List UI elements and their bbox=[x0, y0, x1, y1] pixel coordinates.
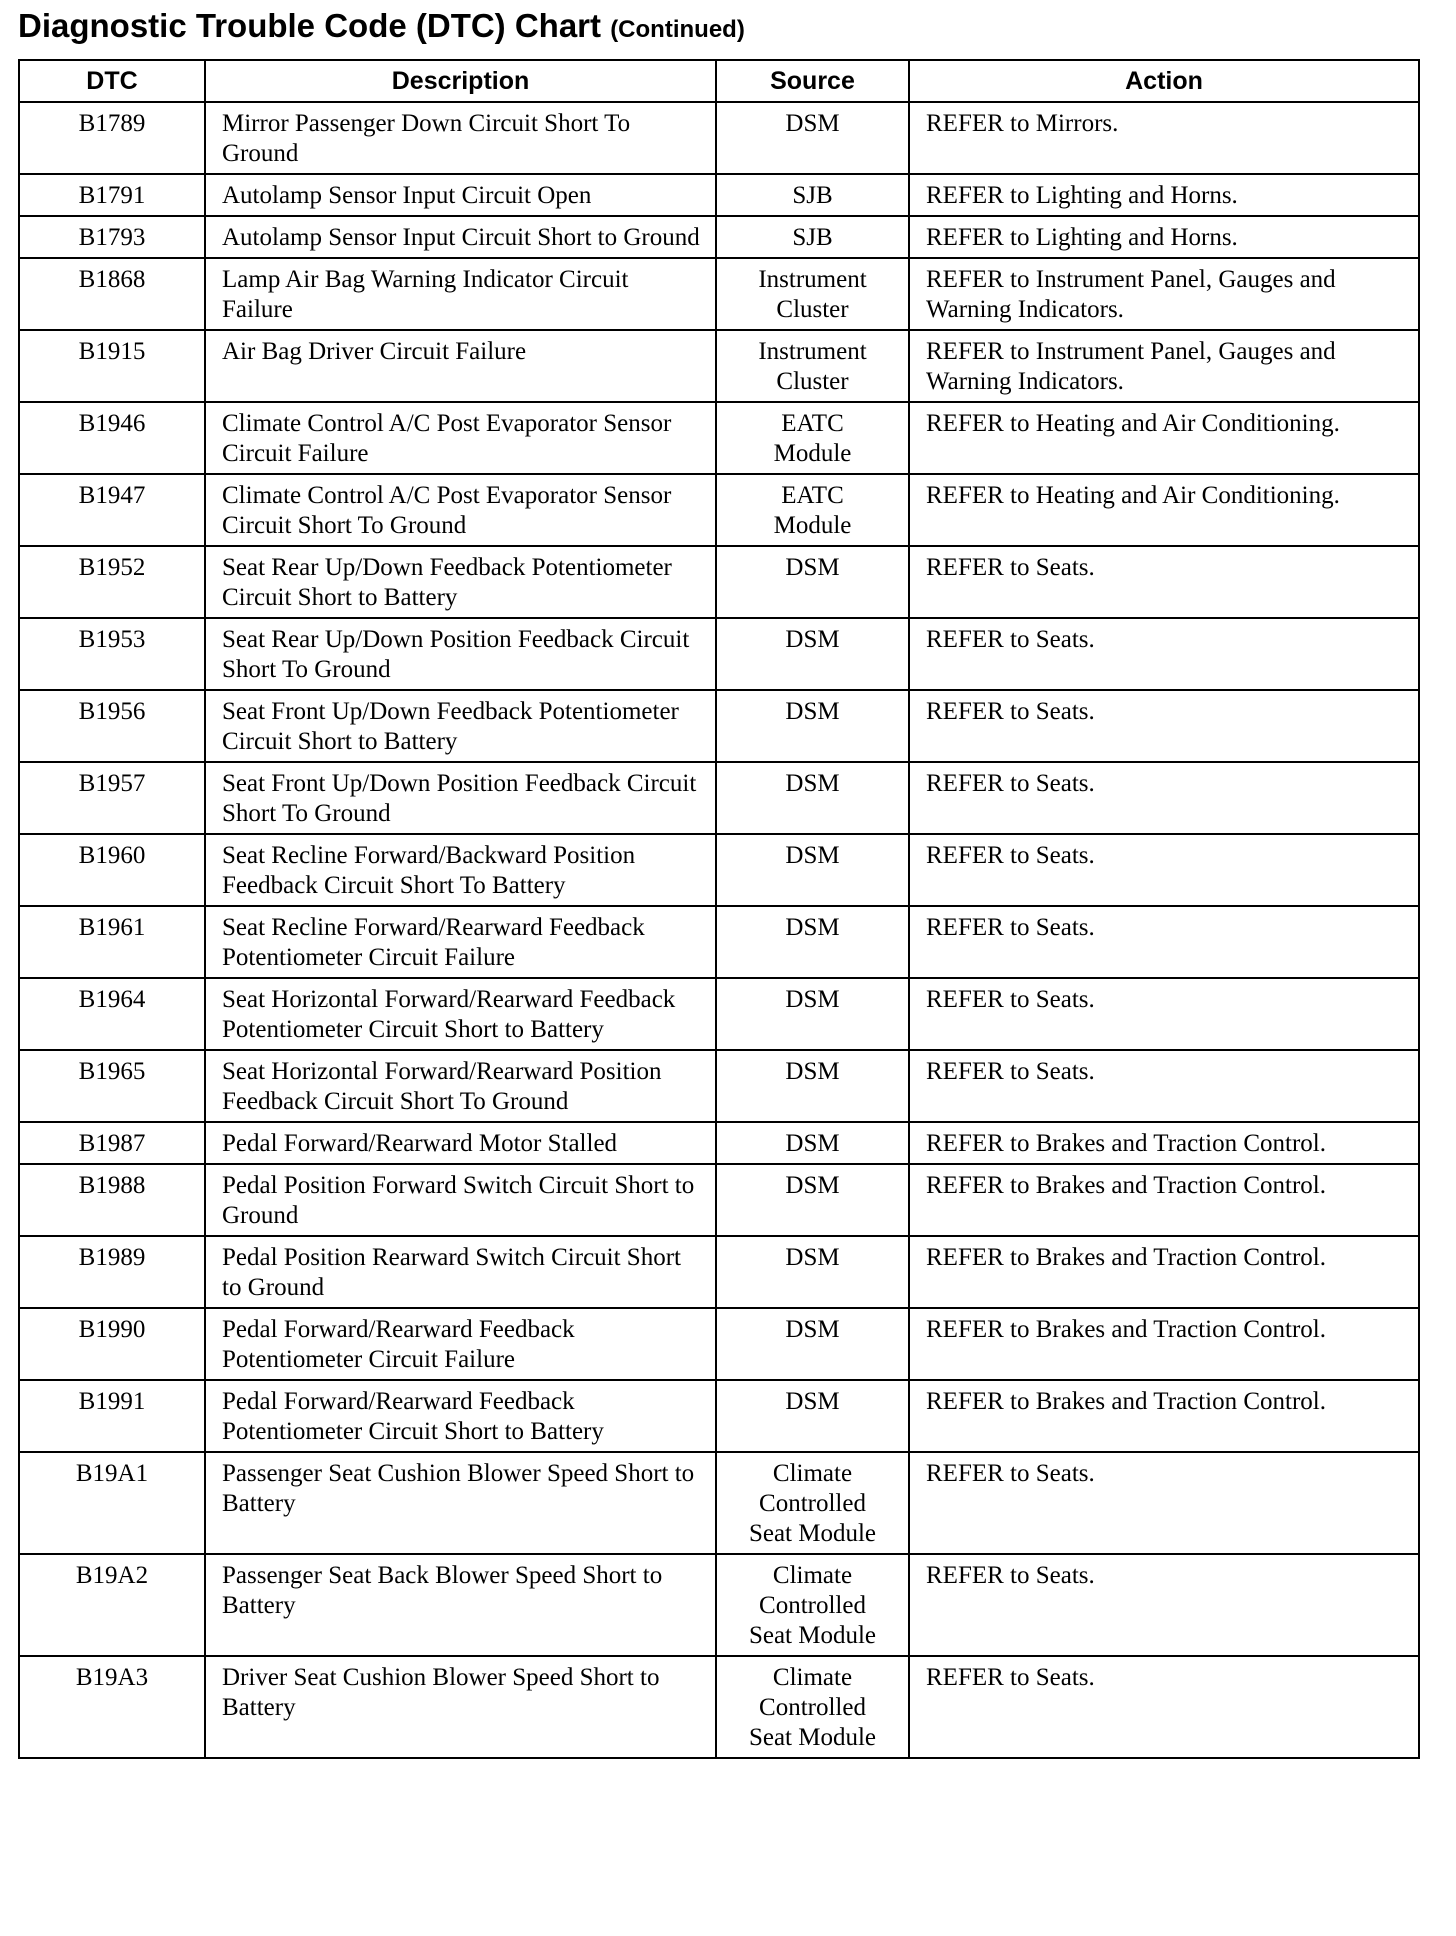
description-cell: Pedal Forward/Rearward Motor Stalled bbox=[205, 1122, 716, 1164]
source-cell: DSM bbox=[716, 1122, 909, 1164]
table-row bbox=[19, 474, 1419, 546]
table-row bbox=[19, 546, 1419, 618]
action-cell: REFER to Seats. bbox=[909, 978, 1419, 1050]
source-cell: DSM bbox=[716, 1164, 909, 1236]
table-row bbox=[19, 906, 1419, 978]
table-row bbox=[19, 1656, 1419, 1758]
table-row bbox=[19, 690, 1419, 762]
description-cell: Seat Horizontal Forward/Rearward Feedback Potentiometer Circuit Short to Battery bbox=[205, 978, 716, 1050]
table-header-row bbox=[19, 60, 1419, 102]
dtc-cell: B1953 bbox=[19, 618, 205, 690]
table-body bbox=[19, 102, 1419, 1758]
source-cell: EATC Module bbox=[716, 402, 909, 474]
table-row bbox=[19, 102, 1419, 174]
action-cell: REFER to Seats. bbox=[909, 1656, 1419, 1758]
dtc-cell: B1793 bbox=[19, 216, 205, 258]
description-cell: Seat Horizontal Forward/Rearward Position Feedback Circuit Short To Ground bbox=[205, 1050, 716, 1122]
table-row bbox=[19, 258, 1419, 330]
table-row bbox=[19, 1122, 1419, 1164]
table-row bbox=[19, 1554, 1419, 1656]
description-cell: Passenger Seat Back Blower Speed Short to Battery bbox=[205, 1554, 716, 1656]
description-cell: Driver Seat Cushion Blower Speed Short to Battery bbox=[205, 1656, 716, 1758]
action-cell: REFER to Seats. bbox=[909, 1050, 1419, 1122]
source-cell: Instrument Cluster bbox=[716, 258, 909, 330]
dtc-cell: B1947 bbox=[19, 474, 205, 546]
action-cell: REFER to Seats. bbox=[909, 762, 1419, 834]
description-cell: Passenger Seat Cushion Blower Speed Short to Battery bbox=[205, 1452, 716, 1554]
action-cell: REFER to Mirrors. bbox=[909, 102, 1419, 174]
action-cell: REFER to Heating and Air Conditioning. bbox=[909, 474, 1419, 546]
dtc-cell: B1988 bbox=[19, 1164, 205, 1236]
dtc-cell: B1915 bbox=[19, 330, 205, 402]
table-row bbox=[19, 978, 1419, 1050]
table-row bbox=[19, 1380, 1419, 1452]
description-cell: Mirror Passenger Down Circuit Short To Ground bbox=[205, 102, 716, 174]
source-cell: DSM bbox=[716, 546, 909, 618]
description-cell: Climate Control A/C Post Evaporator Sensor Circuit Short To Ground bbox=[205, 474, 716, 546]
header-source: Source bbox=[716, 60, 909, 102]
description-cell: Seat Rear Up/Down Position Feedback Circuit Short To Ground bbox=[205, 618, 716, 690]
table-row bbox=[19, 1308, 1419, 1380]
action-cell: REFER to Brakes and Traction Control. bbox=[909, 1380, 1419, 1452]
dtc-cell: B19A3 bbox=[19, 1656, 205, 1758]
description-cell: Seat Rear Up/Down Feedback Potentiometer Circuit Short to Battery bbox=[205, 546, 716, 618]
page-title bbox=[18, 6, 1418, 50]
action-cell: REFER to Lighting and Horns. bbox=[909, 174, 1419, 216]
dtc-cell: B1956 bbox=[19, 690, 205, 762]
table-row bbox=[19, 402, 1419, 474]
header-dtc: DTC bbox=[19, 60, 205, 102]
action-cell: REFER to Seats. bbox=[909, 1452, 1419, 1554]
source-cell: DSM bbox=[716, 1380, 909, 1452]
source-cell: DSM bbox=[716, 1236, 909, 1308]
action-cell: REFER to Instrument Panel, Gauges and Warning Indicators. bbox=[909, 330, 1419, 402]
action-cell: REFER to Seats. bbox=[909, 690, 1419, 762]
description-cell: Pedal Forward/Rearward Feedback Potentiometer Circuit Short to Battery bbox=[205, 1380, 716, 1452]
dtc-cell: B19A2 bbox=[19, 1554, 205, 1656]
description-cell: Pedal Position Rearward Switch Circuit Short to Ground bbox=[205, 1236, 716, 1308]
dtc-cell: B1957 bbox=[19, 762, 205, 834]
dtc-cell: B1964 bbox=[19, 978, 205, 1050]
description-cell: Seat Recline Forward/Rearward Feedback Potentiometer Circuit Failure bbox=[205, 906, 716, 978]
description-cell: Seat Front Up/Down Position Feedback Circuit Short To Ground bbox=[205, 762, 716, 834]
description-cell: Air Bag Driver Circuit Failure bbox=[205, 330, 716, 402]
dtc-cell: B1791 bbox=[19, 174, 205, 216]
source-cell: EATC Module bbox=[716, 474, 909, 546]
action-cell: REFER to Seats. bbox=[909, 1554, 1419, 1656]
dtc-cell: B19A1 bbox=[19, 1452, 205, 1554]
description-cell: Seat Front Up/Down Feedback Potentiometer Circuit Short to Battery bbox=[205, 690, 716, 762]
description-cell: Pedal Forward/Rearward Feedback Potentiometer Circuit Failure bbox=[205, 1308, 716, 1380]
source-cell: Climate Controlled Seat Module bbox=[716, 1554, 909, 1656]
description-cell: Pedal Position Forward Switch Circuit Short to Ground bbox=[205, 1164, 716, 1236]
action-cell: REFER to Brakes and Traction Control. bbox=[909, 1236, 1419, 1308]
source-cell: DSM bbox=[716, 906, 909, 978]
source-cell: Climate Controlled Seat Module bbox=[716, 1656, 909, 1758]
dtc-cell: B1789 bbox=[19, 102, 205, 174]
dtc-cell: B1961 bbox=[19, 906, 205, 978]
action-cell: REFER to Seats. bbox=[909, 906, 1419, 978]
document-page bbox=[18, 6, 1418, 1759]
source-cell: DSM bbox=[716, 978, 909, 1050]
header-action: Action bbox=[909, 60, 1419, 102]
action-cell: REFER to Instrument Panel, Gauges and Warning Indicators. bbox=[909, 258, 1419, 330]
description-cell: Autolamp Sensor Input Circuit Short to Ground bbox=[205, 216, 716, 258]
source-cell: Climate Controlled Seat Module bbox=[716, 1452, 909, 1554]
description-cell: Lamp Air Bag Warning Indicator Circuit Failure bbox=[205, 258, 716, 330]
source-cell: SJB bbox=[716, 216, 909, 258]
dtc-table bbox=[18, 59, 1420, 1759]
table-row bbox=[19, 1236, 1419, 1308]
dtc-cell: B1960 bbox=[19, 834, 205, 906]
dtc-cell: B1952 bbox=[19, 546, 205, 618]
title-continued: (Continued) bbox=[610, 16, 745, 43]
source-cell: Instrument Cluster bbox=[716, 330, 909, 402]
action-cell: REFER to Seats. bbox=[909, 546, 1419, 618]
source-cell: DSM bbox=[716, 1308, 909, 1380]
source-cell: SJB bbox=[716, 174, 909, 216]
table-row bbox=[19, 1452, 1419, 1554]
action-cell: REFER to Seats. bbox=[909, 618, 1419, 690]
description-cell: Climate Control A/C Post Evaporator Sensor Circuit Failure bbox=[205, 402, 716, 474]
action-cell: REFER to Heating and Air Conditioning. bbox=[909, 402, 1419, 474]
action-cell: REFER to Lighting and Horns. bbox=[909, 216, 1419, 258]
table-row bbox=[19, 1050, 1419, 1122]
dtc-cell: B1991 bbox=[19, 1380, 205, 1452]
table-row bbox=[19, 174, 1419, 216]
action-cell: REFER to Seats. bbox=[909, 834, 1419, 906]
table-row bbox=[19, 216, 1419, 258]
dtc-cell: B1990 bbox=[19, 1308, 205, 1380]
action-cell: REFER to Brakes and Traction Control. bbox=[909, 1164, 1419, 1236]
source-cell: DSM bbox=[716, 618, 909, 690]
header-description: Description bbox=[205, 60, 716, 102]
source-cell: DSM bbox=[716, 762, 909, 834]
source-cell: DSM bbox=[716, 690, 909, 762]
dtc-cell: B1868 bbox=[19, 258, 205, 330]
dtc-cell: B1987 bbox=[19, 1122, 205, 1164]
dtc-cell: B1989 bbox=[19, 1236, 205, 1308]
table-row bbox=[19, 330, 1419, 402]
description-cell: Seat Recline Forward/Backward Position Feedback Circuit Short To Battery bbox=[205, 834, 716, 906]
action-cell: REFER to Brakes and Traction Control. bbox=[909, 1308, 1419, 1380]
source-cell: DSM bbox=[716, 1050, 909, 1122]
source-cell: DSM bbox=[716, 102, 909, 174]
table-row bbox=[19, 762, 1419, 834]
action-cell: REFER to Brakes and Traction Control. bbox=[909, 1122, 1419, 1164]
table-row bbox=[19, 618, 1419, 690]
table-row bbox=[19, 1164, 1419, 1236]
title-text: Diagnostic Trouble Code (DTC) Chart bbox=[18, 7, 602, 44]
dtc-cell: B1965 bbox=[19, 1050, 205, 1122]
dtc-cell: B1946 bbox=[19, 402, 205, 474]
table-row bbox=[19, 834, 1419, 906]
description-cell: Autolamp Sensor Input Circuit Open bbox=[205, 174, 716, 216]
source-cell: DSM bbox=[716, 834, 909, 906]
